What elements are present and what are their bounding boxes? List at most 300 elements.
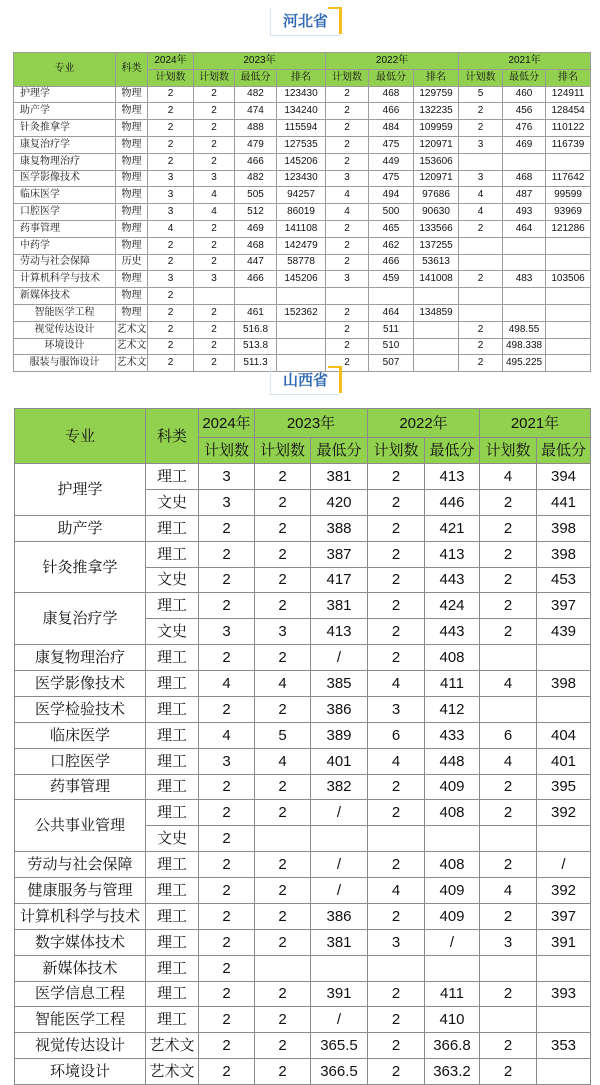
- min-score-2023: /: [311, 800, 368, 826]
- plan-2021: 2: [459, 271, 503, 288]
- min-score-2022: 443: [425, 619, 480, 645]
- min-score-2021: 498.55: [503, 321, 546, 338]
- subject-category: 理工: [146, 929, 199, 955]
- major-name: 公共事业管理: [15, 800, 146, 852]
- min-score-2023: 365.5: [311, 1033, 368, 1059]
- header-year-2021: 2021年: [459, 53, 591, 70]
- plan-2024: 3: [199, 464, 255, 490]
- subject-category: 理工: [146, 981, 199, 1007]
- plan-2024: 3: [199, 489, 255, 515]
- rank-2022: 141008: [414, 271, 459, 288]
- title-corner-accent: [328, 366, 342, 393]
- table-row: [14, 288, 591, 305]
- min-score-2021: 393: [537, 981, 591, 1007]
- subject-category: 理工: [146, 903, 199, 929]
- table-row: [14, 120, 591, 137]
- table-header: [14, 53, 591, 87]
- table-row: [15, 671, 591, 697]
- table-row: [15, 929, 591, 955]
- header-plan-2024: 计划数: [199, 438, 255, 464]
- min-score-2023: 474: [235, 103, 277, 120]
- plan-2024: 2: [199, 567, 255, 593]
- min-score-2022: 468: [369, 86, 414, 103]
- rank-2022: 97686: [414, 187, 459, 204]
- plan-2023: 4: [194, 204, 235, 221]
- plan-2021: [480, 645, 537, 671]
- min-score-2021: 404: [537, 722, 591, 748]
- plan-2022: 2: [368, 1059, 425, 1085]
- major-name: 医学信息工程: [15, 981, 146, 1007]
- plan-2023: 2: [255, 464, 311, 490]
- min-score-2023: 381: [311, 464, 368, 490]
- subject-category: 理工: [146, 515, 199, 541]
- plan-2022: 2: [368, 981, 425, 1007]
- plan-2024: 2: [148, 321, 194, 338]
- min-score-2022: 408: [425, 800, 480, 826]
- plan-2023: 2: [194, 254, 235, 271]
- plan-2024: 2: [199, 593, 255, 619]
- plan-2021: 3: [459, 136, 503, 153]
- min-score-2021: 498.338: [503, 338, 546, 355]
- rank-2022: 120971: [414, 170, 459, 187]
- min-score-2023: 466: [235, 153, 277, 170]
- subject-category: 物理: [116, 136, 148, 153]
- plan-2022: 2: [326, 153, 369, 170]
- major-name: 康复物理治疗: [15, 645, 146, 671]
- min-score-2021: [503, 237, 546, 254]
- plan-2023: 2: [194, 120, 235, 137]
- table-row: [15, 696, 591, 722]
- rank-2021: [546, 321, 591, 338]
- subject-category: 艺术文: [116, 355, 148, 372]
- hebei-title-text: 河北省: [282, 13, 328, 30]
- table-row: [14, 136, 591, 153]
- rank-2021: [546, 355, 591, 372]
- plan-2023: 2: [255, 929, 311, 955]
- rank-2022: 137255: [414, 237, 459, 254]
- plan-2024: 2: [199, 645, 255, 671]
- plan-2024: 2: [199, 541, 255, 567]
- min-score-2023: 413: [311, 619, 368, 645]
- header-category: 科类: [116, 53, 148, 87]
- table-row: [14, 153, 591, 170]
- plan-2024: 2: [199, 696, 255, 722]
- min-score-2023: 388: [311, 515, 368, 541]
- min-score-2023: [235, 288, 277, 305]
- rank-2021: 103506: [546, 271, 591, 288]
- min-score-2023: 466: [235, 271, 277, 288]
- major-name: 口腔医学: [15, 748, 146, 774]
- plan-2022: 4: [368, 671, 425, 697]
- header-year-2024: 2024年: [199, 409, 255, 438]
- plan-2021: 2: [459, 338, 503, 355]
- plan-2021: 2: [480, 567, 537, 593]
- plan-2024: 2: [199, 515, 255, 541]
- min-score-2023: 382: [311, 774, 368, 800]
- min-score-2023: 391: [311, 981, 368, 1007]
- plan-2024: 2: [148, 103, 194, 120]
- rank-2021: [546, 237, 591, 254]
- plan-2022: 2: [326, 338, 369, 355]
- table-body: [14, 86, 591, 372]
- title-corner-accent: [328, 7, 342, 34]
- min-score-2022: 475: [369, 170, 414, 187]
- subject-category: 物理: [116, 103, 148, 120]
- rank-2022: 132235: [414, 103, 459, 120]
- min-score-2021: 398: [537, 671, 591, 697]
- plan-2023: 2: [194, 338, 235, 355]
- table-row: [14, 204, 591, 221]
- major-name: 口腔医学: [14, 204, 116, 221]
- subject-category: 物理: [116, 237, 148, 254]
- plan-2022: 2: [368, 567, 425, 593]
- subject-category: 理工: [146, 955, 199, 981]
- rank-2023: 86019: [277, 204, 326, 221]
- plan-2024: 3: [148, 187, 194, 204]
- header-row: [15, 409, 591, 438]
- rank-2022: [414, 288, 459, 305]
- plan-2024: 2: [199, 878, 255, 904]
- min-score-2022: 421: [425, 515, 480, 541]
- min-score-2022: 409: [425, 903, 480, 929]
- major-name: 助产学: [15, 515, 146, 541]
- plan-2024: 2: [199, 826, 255, 852]
- plan-2023: [255, 955, 311, 981]
- plan-2023: 3: [255, 619, 311, 645]
- rank-2021: 99599: [546, 187, 591, 204]
- rank-2021: [546, 254, 591, 271]
- subject-category: 文史: [146, 826, 199, 852]
- min-score-2023: 386: [311, 696, 368, 722]
- min-score-2023: 479: [235, 136, 277, 153]
- shanxi-section-title: [270, 367, 340, 395]
- plan-2023: 2: [255, 878, 311, 904]
- plan-2021: 4: [459, 187, 503, 204]
- header-year-2024: 2024年: [148, 53, 194, 70]
- plan-2021: [459, 288, 503, 305]
- min-score-2022: 448: [425, 748, 480, 774]
- min-score-2023: [311, 826, 368, 852]
- rank-2023: 94257: [277, 187, 326, 204]
- rank-2021: [546, 338, 591, 355]
- rank-2022: 90630: [414, 204, 459, 221]
- table-row: [14, 220, 591, 237]
- rank-2021: [546, 288, 591, 305]
- table-row: [15, 645, 591, 671]
- min-score-2022: [425, 826, 480, 852]
- plan-2022: 4: [326, 204, 369, 221]
- min-score-2021: 476: [503, 120, 546, 137]
- min-score-2023: /: [311, 852, 368, 878]
- plan-2021: 2: [480, 489, 537, 515]
- plan-2023: 2: [194, 103, 235, 120]
- min-score-2022: 413: [425, 541, 480, 567]
- min-score-2023: /: [311, 878, 368, 904]
- plan-2021: 4: [480, 748, 537, 774]
- major-name: 助产学: [14, 103, 116, 120]
- plan-2022: [326, 288, 369, 305]
- plan-2022: 3: [326, 271, 369, 288]
- min-score-2023: 468: [235, 237, 277, 254]
- plan-2024: 2: [148, 338, 194, 355]
- major-name: 临床医学: [15, 722, 146, 748]
- min-score-2023: 387: [311, 541, 368, 567]
- hebei-admission-score-table: [13, 52, 591, 372]
- plan-2022: 2: [368, 774, 425, 800]
- min-score-2023: 381: [311, 593, 368, 619]
- min-score-2021: [537, 1007, 591, 1033]
- min-score-2021: 469: [503, 136, 546, 153]
- major-name: 劳动与社会保障: [14, 254, 116, 271]
- major-name: 视觉传达设计: [14, 321, 116, 338]
- plan-2022: 2: [368, 541, 425, 567]
- plan-2022: 2: [326, 120, 369, 137]
- rank-2021: 110122: [546, 120, 591, 137]
- major-name: 康复治疗学: [14, 136, 116, 153]
- plan-2022: 2: [368, 852, 425, 878]
- min-score-2022: 412: [425, 696, 480, 722]
- min-score-2021: 392: [537, 878, 591, 904]
- min-score-2022: 507: [369, 355, 414, 372]
- plan-2024: 2: [148, 254, 194, 271]
- major-name: 智能医学工程: [14, 304, 116, 321]
- min-score-2021: 456: [503, 103, 546, 120]
- min-score-2023: 513.8: [235, 338, 277, 355]
- subject-category: 艺术文: [146, 1059, 199, 1085]
- min-score-2023: 461: [235, 304, 277, 321]
- header-category: 科类: [146, 409, 199, 464]
- header-year-2023: 2023年: [255, 409, 368, 438]
- plan-2024: 2: [148, 120, 194, 137]
- major-name: 护理学: [14, 86, 116, 103]
- header-min-score-2023: 最低分: [235, 69, 277, 86]
- table-row: [14, 170, 591, 187]
- table-row: [15, 981, 591, 1007]
- subject-category: 物理: [116, 86, 148, 103]
- plan-2023: 4: [255, 671, 311, 697]
- plan-2024: 4: [199, 722, 255, 748]
- min-score-2022: 511: [369, 321, 414, 338]
- plan-2021: [459, 304, 503, 321]
- header-year-2023: 2023年: [194, 53, 326, 70]
- table-row: [14, 271, 591, 288]
- plan-2021: 2: [480, 1059, 537, 1085]
- plan-2024: 2: [199, 929, 255, 955]
- subject-category: 物理: [116, 304, 148, 321]
- min-score-2023: 512: [235, 204, 277, 221]
- plan-2022: 2: [368, 464, 425, 490]
- min-score-2022: 449: [369, 153, 414, 170]
- min-score-2021: 394: [537, 464, 591, 490]
- min-score-2021: 487: [503, 187, 546, 204]
- min-score-2022: 413: [425, 464, 480, 490]
- min-score-2023: 389: [311, 722, 368, 748]
- plan-2021: [480, 696, 537, 722]
- table-row: [14, 338, 591, 355]
- subject-category: 理工: [146, 645, 199, 671]
- plan-2024: 2: [148, 288, 194, 305]
- subject-category: 艺术文: [116, 338, 148, 355]
- rank-2022: [414, 321, 459, 338]
- plan-2022: 2: [326, 103, 369, 120]
- rank-2023: 134240: [277, 103, 326, 120]
- major-name: 环境设计: [15, 1059, 146, 1085]
- plan-2023: 2: [194, 86, 235, 103]
- min-score-2021: 353: [537, 1033, 591, 1059]
- plan-2021: 3: [480, 929, 537, 955]
- plan-2024: 2: [148, 86, 194, 103]
- min-score-2022: 410: [425, 1007, 480, 1033]
- shanxi-admission-score-table: [14, 408, 591, 1085]
- min-score-2021: 395: [537, 774, 591, 800]
- plan-2021: 4: [480, 464, 537, 490]
- plan-2022: 2: [368, 593, 425, 619]
- plan-2023: 2: [255, 1033, 311, 1059]
- header-plan-2023: 计划数: [255, 438, 311, 464]
- subject-category: 理工: [146, 541, 199, 567]
- min-score-2021: 453: [537, 567, 591, 593]
- subject-category: 艺术文: [146, 1033, 199, 1059]
- min-score-2022: 408: [425, 645, 480, 671]
- plan-2022: 2: [368, 1007, 425, 1033]
- plan-2021: 2: [480, 1033, 537, 1059]
- plan-2021: [459, 254, 503, 271]
- plan-2024: 2: [148, 304, 194, 321]
- min-score-2023: 482: [235, 170, 277, 187]
- table-row: [15, 515, 591, 541]
- plan-2024: 2: [199, 981, 255, 1007]
- major-name: 康复治疗学: [15, 593, 146, 645]
- table-row: [14, 103, 591, 120]
- table-row: [15, 878, 591, 904]
- plan-2024: 3: [148, 204, 194, 221]
- plan-2022: 2: [368, 619, 425, 645]
- min-score-2022: 446: [425, 489, 480, 515]
- plan-2023: 2: [255, 981, 311, 1007]
- major-name: 药事管理: [15, 774, 146, 800]
- min-score-2022: 433: [425, 722, 480, 748]
- table-row: [15, 464, 591, 490]
- plan-2022: 2: [368, 645, 425, 671]
- plan-2022: 2: [368, 903, 425, 929]
- major-name: 护理学: [15, 464, 146, 516]
- plan-2021: 3: [459, 170, 503, 187]
- plan-2022: 6: [368, 722, 425, 748]
- header-rank-2022: 排名: [414, 69, 459, 86]
- min-score-2023: 447: [235, 254, 277, 271]
- plan-2021: [480, 1007, 537, 1033]
- rank-2022: [414, 338, 459, 355]
- major-name: 医学影像技术: [15, 671, 146, 697]
- subject-category: 物理: [116, 120, 148, 137]
- plan-2023: 2: [255, 696, 311, 722]
- min-score-2022: 409: [425, 774, 480, 800]
- min-score-2023: 385: [311, 671, 368, 697]
- plan-2022: 2: [368, 489, 425, 515]
- min-score-2022: 411: [425, 671, 480, 697]
- plan-2023: 2: [194, 321, 235, 338]
- plan-2023: 2: [255, 567, 311, 593]
- header-plan-2022: 计划数: [368, 438, 425, 464]
- major-name: 环境设计: [14, 338, 116, 355]
- header-plan-2021: 计划数: [480, 438, 537, 464]
- subject-category: 理工: [146, 852, 199, 878]
- subject-category: 理工: [146, 878, 199, 904]
- header-min-score-2022: 最低分: [369, 69, 414, 86]
- header-rank-2023: 排名: [277, 69, 326, 86]
- major-name: 计算机科学与技术: [14, 271, 116, 288]
- plan-2021: 2: [480, 541, 537, 567]
- major-name: 数字媒体技术: [15, 929, 146, 955]
- plan-2022: 2: [368, 800, 425, 826]
- subject-category: 物理: [116, 187, 148, 204]
- plan-2021: [480, 826, 537, 852]
- min-score-2021: 439: [537, 619, 591, 645]
- plan-2023: 5: [255, 722, 311, 748]
- rank-2023: [277, 321, 326, 338]
- min-score-2021: [537, 645, 591, 671]
- major-name: 劳动与社会保障: [15, 852, 146, 878]
- major-name: 视觉传达设计: [15, 1033, 146, 1059]
- min-score-2022: [369, 288, 414, 305]
- header-min-score-2021: 最低分: [537, 438, 591, 464]
- subject-category: 物理: [116, 288, 148, 305]
- rank-2021: [546, 153, 591, 170]
- plan-2023: 2: [194, 153, 235, 170]
- plan-2024: 3: [148, 271, 194, 288]
- min-score-2023: 511.3: [235, 355, 277, 372]
- plan-2021: 2: [480, 981, 537, 1007]
- plan-2021: 2: [459, 321, 503, 338]
- subject-category: 文史: [146, 567, 199, 593]
- min-score-2021: [537, 826, 591, 852]
- min-score-2022: 408: [425, 852, 480, 878]
- plan-2023: 2: [194, 136, 235, 153]
- min-score-2021: [537, 696, 591, 722]
- plan-2024: 2: [148, 355, 194, 372]
- major-name: 健康服务与管理: [15, 878, 146, 904]
- plan-2021: [459, 153, 503, 170]
- header-plan-2024: 计划数: [148, 69, 194, 86]
- major-name: 新媒体技术: [15, 955, 146, 981]
- plan-2024: 4: [148, 220, 194, 237]
- min-score-2023: 386: [311, 903, 368, 929]
- major-name: 药事管理: [14, 220, 116, 237]
- plan-2022: 4: [368, 878, 425, 904]
- header-plan-2021: 计划数: [459, 69, 503, 86]
- min-score-2022: /: [425, 929, 480, 955]
- plan-2024: 2: [199, 1007, 255, 1033]
- subject-category: 理工: [146, 593, 199, 619]
- plan-2023: 2: [194, 220, 235, 237]
- min-score-2023: 401: [311, 748, 368, 774]
- header-plan-2022: 计划数: [326, 69, 369, 86]
- major-name: 针灸推拿学: [14, 120, 116, 137]
- rank-2021: 93969: [546, 204, 591, 221]
- min-score-2022: 443: [425, 567, 480, 593]
- plan-2022: 2: [326, 355, 369, 372]
- min-score-2021: 493: [503, 204, 546, 221]
- plan-2022: 2: [368, 1033, 425, 1059]
- shanxi-title-text: 山西省: [282, 372, 328, 389]
- plan-2022: 3: [326, 170, 369, 187]
- plan-2024: 2: [148, 136, 194, 153]
- table-row: [15, 541, 591, 567]
- table-row: [15, 722, 591, 748]
- rank-2022: 53613: [414, 254, 459, 271]
- plan-2023: 4: [255, 748, 311, 774]
- major-name: 服装与服饰设计: [14, 355, 116, 372]
